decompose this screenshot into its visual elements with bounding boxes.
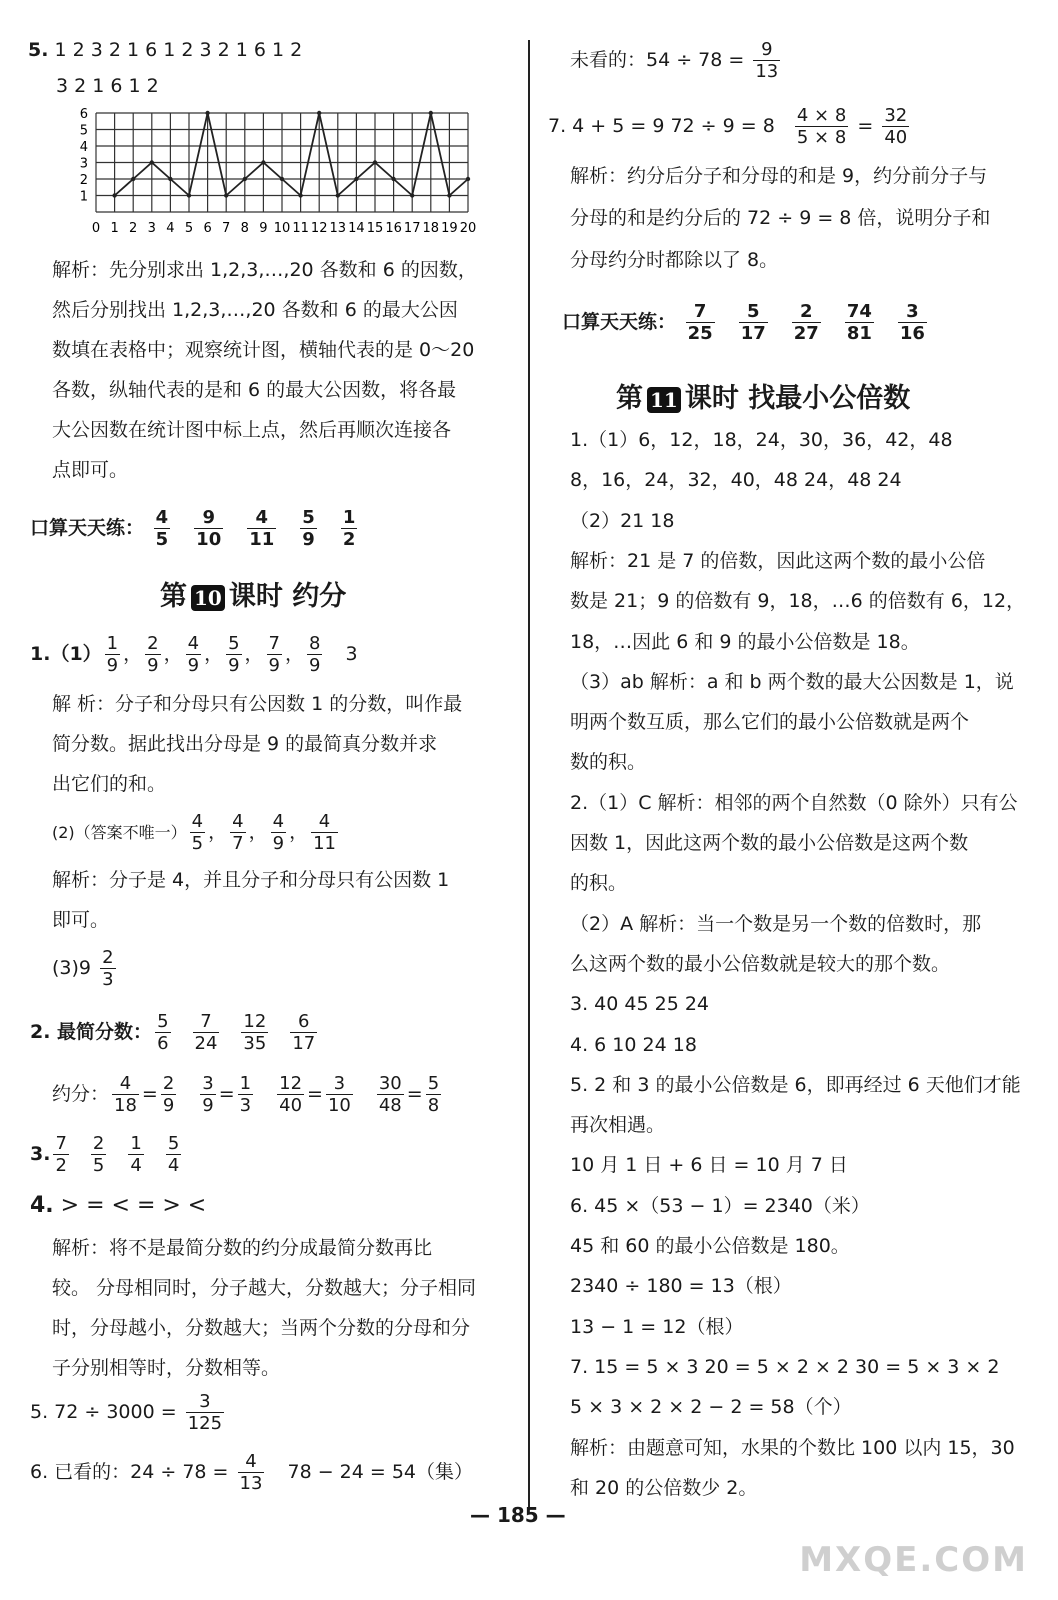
fraction: $\frac{7}{9}$: [268, 633, 280, 676]
text-line: 6. 45 ×（53 − 1）= 2340（米）: [570, 1194, 870, 1217]
fraction: $\frac{6}{17}$: [292, 1011, 316, 1054]
text-line: 子分别相等时，分数相等。: [52, 1357, 281, 1379]
q5b-text: 5. 72 ÷ 3000 =: [30, 1401, 177, 1423]
data-point: [261, 160, 265, 164]
q5b-fraction: $\frac{3}{125}$: [187, 1391, 223, 1434]
fraction: $\frac{2}{9}$: [147, 633, 159, 676]
q2-fractions: [152, 1011, 320, 1054]
text-line: 18，…因此 6 和 9 的最小公倍数是 18。: [570, 630, 920, 653]
r-unwatched: [570, 36, 783, 84]
fraction: $\frac{5}{17}$: [740, 301, 766, 344]
q6-text: 6. 已看的：24 ÷ 78 =: [30, 1461, 229, 1483]
text-line: 5 × 3 × 2 × 2 − 2 = 58（个）: [570, 1396, 852, 1419]
fraction: $\frac{1}{2}$: [342, 507, 356, 550]
x-tick-label: 19: [441, 221, 458, 236]
text-line: 各数，纵轴代表的是和 6 的最大公因数，将各最: [52, 379, 457, 401]
q3-fractions: [50, 1133, 184, 1176]
text-line: 再次相遇。: [570, 1114, 666, 1137]
text-line: 45 和 60 的最小公倍数是 180。: [570, 1235, 850, 1257]
l-q2-simplest: [30, 1008, 320, 1056]
l-q2-reduce: [52, 1070, 462, 1118]
kousuan-fractions-right: [683, 301, 930, 344]
data-point: [336, 193, 340, 197]
data-point: [131, 177, 135, 181]
gcd-line-chart: [72, 104, 492, 244]
data-point: [317, 111, 321, 115]
l-q1-1: [30, 630, 358, 678]
q3-label: 3.: [30, 1143, 51, 1165]
fraction: $\frac{5}{4}$: [167, 1133, 180, 1176]
fraction: $\frac{4}{18}$: [114, 1073, 137, 1116]
fraction: $\frac{1}{4}$: [130, 1133, 142, 1176]
x-tick-label: 16: [385, 221, 402, 236]
text-line: 3. 40 45 25 24: [570, 993, 709, 1016]
y-tick-label: 3: [79, 156, 88, 172]
fraction: $\frac{3}{10}$: [327, 1073, 351, 1116]
text-line: 时，分母越小，分数越大；当两个分数的分母和分: [52, 1317, 471, 1339]
x-tick-label: 10: [273, 221, 291, 236]
column-divider: [528, 40, 530, 1510]
fraction: $\frac{7}{25}$: [687, 301, 713, 344]
fraction: $\frac{7}{24}$: [194, 1011, 218, 1054]
q2b-reductions: [109, 1073, 462, 1116]
data-point: [168, 177, 172, 181]
fraction: $\frac{4}{7}$: [232, 811, 244, 854]
text-line: 解 析：分子和分母只有公因数 1 的分数，叫作最: [52, 693, 463, 715]
text-line: 4. 6 10 24 18: [570, 1033, 697, 1056]
reduction-item: $\frac{30}{48}$ = $\frac{5}{8}$: [378, 1073, 440, 1116]
text-line: （3）ab 解析：a 和 b 两个数的最大公因数是 1，说: [570, 670, 1014, 693]
l1-prefix: 1.（1）: [30, 643, 102, 665]
y-tick-label: 2: [79, 173, 88, 188]
data-point: [280, 177, 284, 181]
text-line: 出它们的和。: [52, 773, 167, 795]
q4-answers: > = < = > <: [60, 1193, 207, 1218]
heading11-prefix: 第: [616, 383, 643, 414]
fraction: $\frac{9}{10}$: [196, 507, 222, 550]
fraction: $\frac{12}{35}$: [243, 1011, 267, 1054]
lesson-number-badge: 10: [191, 585, 225, 611]
x-tick-label: 12: [310, 221, 328, 236]
watermark: MXQE.COM: [799, 1540, 1028, 1580]
lesson-11-heading: [616, 376, 910, 415]
data-point: [187, 193, 191, 197]
x-tick-label: 3: [147, 221, 156, 236]
text-line: 即可。: [52, 909, 110, 931]
l-q1-2: [52, 808, 341, 857]
q4-label: 4.: [30, 1193, 54, 1218]
fraction: $\frac{4}{11}$: [249, 507, 275, 550]
data-point: [112, 193, 116, 197]
text-line: 2.（1）C 解析：相邻的两个自然数（0 除外）只有公: [570, 791, 1018, 814]
fraction: $\frac{3}{9}$: [202, 1073, 214, 1116]
r-q7: 7. 4 + 5 = 9 72 ÷ 9 = 8 $\frac{4 \times 8}{5 \times 8}$ = $\frac{32}{40}$: [548, 105, 908, 148]
l1-sum: 3: [345, 643, 358, 665]
data-point: [224, 193, 228, 197]
text-line: 8，16，24，32，40，48 24，48 24: [570, 469, 902, 492]
x-tick-label: 15: [366, 221, 384, 236]
fraction: $\frac{1}{9}$: [106, 633, 119, 676]
data-point: [466, 177, 470, 181]
q2b-label: 约分：: [52, 1083, 110, 1105]
fraction: $\frac{4}{11}$: [313, 811, 336, 854]
fraction: $\frac{4}{5}$: [155, 507, 169, 550]
x-tick-label: 7: [222, 221, 231, 236]
x-tick-label: 14: [348, 221, 365, 236]
text-line: 10 月 1 日 + 6 日 = 10 月 7 日: [570, 1154, 848, 1177]
text-line: 解析：21 是 7 的倍数，因此这两个数的最小公倍: [570, 549, 986, 572]
text-line: （2）21 18: [570, 509, 675, 532]
text-line: 2340 ÷ 180 = 13（根）: [570, 1275, 792, 1298]
q5-row1: [28, 36, 302, 64]
reduction-item: $\frac{3}{9}$ = $\frac{1}{3}$: [202, 1073, 252, 1116]
x-tick-label: 11: [292, 221, 309, 236]
x-tick-label: 6: [203, 221, 212, 236]
heading11-title: 课时 找最小公倍数: [684, 383, 911, 414]
fraction: $\frac{8}{9}$: [309, 633, 321, 676]
text-line: （2）A 解析：当一个数是另一个数的倍数时，那: [570, 912, 982, 935]
x-tick-label: 4: [166, 221, 175, 236]
reduction-item: $\frac{4}{18}$ = $\frac{2}{9}$: [114, 1073, 175, 1116]
heading-title: 课时 约分: [228, 581, 347, 612]
text-line: 明两个数互质，那么它们的最小公倍数就是两个: [570, 711, 970, 734]
x-tick-label: 5: [184, 221, 194, 236]
data-point: [391, 177, 395, 181]
l-q3: [30, 1130, 184, 1178]
data-point: [373, 160, 377, 164]
r7-text: 7. 4 + 5 = 9 72 ÷ 9 = 8: [548, 115, 775, 137]
fraction: $\frac{4}{5}$: [191, 811, 204, 854]
q2-label: 2. 最简分数：: [30, 1021, 153, 1043]
l-q1-3: [52, 944, 119, 992]
fraction: $\frac{74}{81}$: [846, 301, 872, 344]
kousuan-label-right: 口算天天练：: [562, 311, 677, 333]
text-line: 13 − 1 = 12（根）: [570, 1315, 744, 1338]
kousuan-right: [562, 298, 930, 346]
l3-prefix: (3)9: [52, 957, 92, 979]
fraction: $\frac{4}{9}$: [272, 811, 285, 854]
heading-prefix: 第: [160, 581, 187, 612]
l3-fraction: $\frac{2}{3}$: [102, 947, 114, 990]
fraction: $\frac{12}{40}$: [279, 1073, 303, 1116]
l-q6: [30, 1448, 473, 1496]
q5-row2: 3 2 1 6 1 2: [56, 75, 159, 97]
fraction: $\frac{2}{27}$: [793, 301, 819, 344]
fraction: $\frac{5}{9}$: [228, 633, 240, 676]
y-tick-label: 6: [79, 107, 88, 122]
text-line: 解析：将不是最简分数的约分成最简分数再比: [52, 1237, 433, 1259]
fraction: $\frac{1}{3}$: [239, 1073, 252, 1116]
x-tick-label: 20: [459, 221, 477, 236]
x-tick-label: 2: [129, 221, 138, 236]
r0-fraction: $\frac{9}{13}$: [755, 39, 779, 82]
x-tick-label: 8: [240, 221, 249, 236]
x-tick-label: 9: [259, 221, 268, 236]
text-line: 大公因数在统计图中标上点，然后再顺次连接各: [52, 419, 452, 441]
r0-text: 未看的：54 ÷ 78 =: [570, 49, 745, 71]
text-line: 1.（1）6，12，18，24，30，36，42，48: [570, 429, 953, 451]
text-line: 分母的和是约分后的 72 ÷ 9 = 8 倍，说明分子和: [570, 207, 991, 229]
q5-values-1: 1 2 3 2 1 6 1 2 3 2 1 6 1 2: [54, 39, 303, 61]
data-point: [354, 177, 358, 181]
fraction: $\frac{2}{9}$: [162, 1073, 175, 1116]
text-line: 解析：先分别求出 1,2,3,…,20 各数和 6 的因数，: [52, 259, 477, 281]
l-q5b: [30, 1388, 227, 1436]
text-line: 的积。: [570, 872, 628, 895]
text-line: 解析：约分后分子和分母的和是 9，约分前分子与: [570, 165, 988, 187]
text-line: 解析：分子是 4，并且分子和分母只有公因数 1: [52, 869, 450, 891]
q5-label: 5.: [28, 39, 49, 61]
data-point: [205, 111, 209, 115]
text-line: 和 20 的公倍数少 2。: [570, 1476, 758, 1499]
fraction: $\frac{7}{2}$: [55, 1133, 67, 1176]
q6-tail: 78 − 24 = 54（集）: [287, 1461, 474, 1483]
kousuan-fractions: [151, 507, 361, 550]
page-number: — 185 —: [470, 1503, 566, 1527]
y-tick-label: 5: [79, 123, 88, 139]
series-line: [115, 113, 468, 196]
l2-fractions: $\frac{4}{5}$ ， $\frac{4}{7}$ ， $\frac{4}{9}$ ， $\frac{4}{11}$: [191, 811, 336, 854]
fraction: $\frac{3}{16}$: [899, 301, 925, 344]
x-tick-label: 18: [422, 221, 440, 236]
text-line: 数填在表格中；观察统计图，横轴代表的是 0～20: [52, 339, 475, 361]
data-point: [243, 177, 247, 181]
data-point: [429, 111, 433, 115]
y-tick-label: 1: [79, 189, 88, 205]
l-q4: [30, 1192, 206, 1220]
l2-prefix: (2)（答案不唯一）: [52, 823, 187, 842]
text-line: 7. 15 = 5 × 3 20 = 5 × 2 × 2 30 = 5 × 3 × 2: [570, 1355, 1000, 1378]
fraction: $\frac{5}{6}$: [157, 1011, 169, 1054]
text-line: 简分数。据此找出分母是 9 的最简真分数并求: [52, 733, 438, 755]
fraction: $\frac{5}{8}$: [427, 1073, 440, 1116]
data-point: [150, 160, 154, 164]
x-tick-label: 0: [91, 221, 101, 236]
x-tick-label: 13: [329, 221, 347, 236]
x-tick-label: 1: [110, 221, 119, 236]
kousuan-label: 口算天天练：: [30, 517, 145, 539]
fraction: $\frac{30}{48}$: [378, 1073, 402, 1116]
l1-fractions: $\frac{1}{9}$ ， $\frac{2}{9}$ ， $\frac{4}{9}$ ， $\frac{5}{9}$ ， $\frac{7}{9}$ ， $\frac{8}{9}$: [106, 633, 321, 676]
text-line: 么这两个数的最小公倍数就是较大的那个数。: [570, 952, 951, 975]
text-line: 数是 21；9 的倍数有 9，18，…6 的倍数有 6，12，: [570, 590, 1026, 613]
text-line: 分母约分时都除以了 8。: [570, 249, 779, 271]
text-line: 数的积。: [570, 751, 647, 774]
q6-fraction: $\frac{4}{13}$: [239, 1451, 263, 1494]
r7-fraction-1: $\frac{4 \times 8}{5 \times 8}$: [796, 105, 847, 148]
fraction: $\frac{5}{9}$: [302, 507, 315, 550]
text-line: 较。 分母相同时，分子越大，分数越大；分子相同: [52, 1277, 477, 1299]
data-point: [410, 193, 414, 197]
x-tick-label: 17: [403, 221, 421, 236]
text-line: 点即可。: [52, 459, 129, 481]
fraction: $\frac{4}{9}$: [187, 633, 200, 676]
fraction: $\frac{2}{5}$: [92, 1133, 105, 1176]
lesson-number-badge-11: 11: [647, 387, 681, 413]
text-line: 因数 1，因此这两个数的最小公倍数是这两个数: [570, 832, 969, 854]
text-line: 5. 2 和 3 的最小公倍数是 6，即再经过 6 天他们才能: [570, 1073, 1021, 1096]
text-line: 然后分别找出 1,2,3,…,20 各数和 6 的最大公因: [52, 299, 458, 321]
r7-fraction-2: $\frac{32}{40}$: [884, 105, 908, 148]
data-point: [447, 193, 451, 197]
text-line: 解析：由题意可知，水果的个数比 100 以内 15，30: [570, 1436, 1015, 1459]
reduction-item: $\frac{12}{40}$ = $\frac{3}{10}$: [279, 1073, 351, 1116]
kousuan-left: [30, 504, 360, 552]
y-tick-label: 4: [79, 140, 88, 155]
data-point: [298, 193, 302, 197]
lesson-10-heading: [160, 574, 346, 613]
